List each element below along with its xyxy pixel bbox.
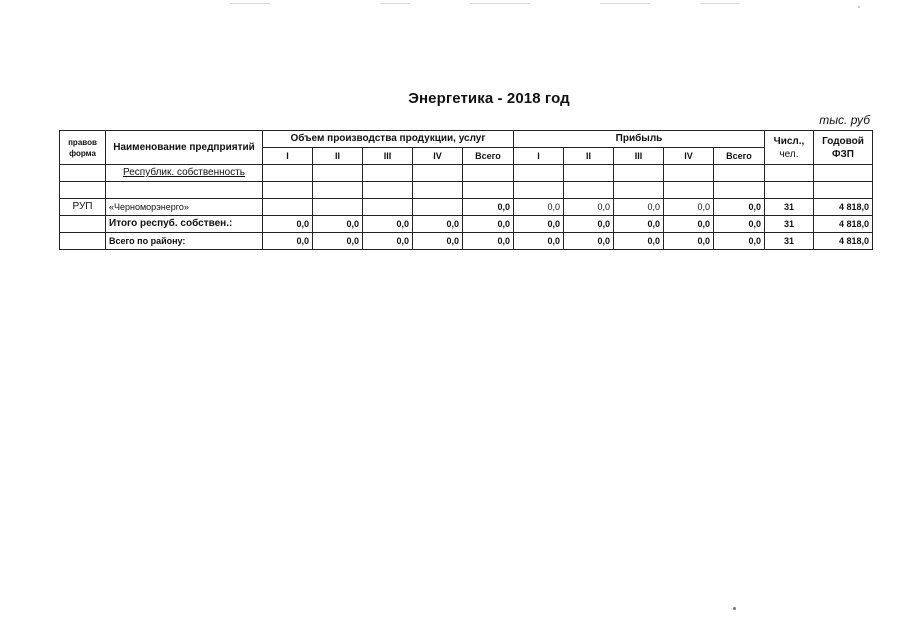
table-cell — [664, 182, 714, 199]
row-profit-q4: 0,0 — [664, 233, 714, 250]
table-cell — [614, 165, 664, 182]
row-headcount: 31 — [765, 199, 814, 216]
row-profit-q1: 0,0 — [514, 216, 564, 233]
table-row-enterprise — [60, 199, 873, 216]
table-cell — [60, 165, 106, 182]
row-volume-q3: 0,0 — [363, 216, 413, 233]
header-headcount-line1: Числ., — [773, 135, 805, 147]
row-profit-q1: 0,0 — [514, 199, 564, 216]
row-volume-total: 0,0 — [463, 233, 514, 250]
row-profit-q4: 0,0 — [664, 216, 714, 233]
table-cell — [313, 182, 363, 199]
table-cell — [313, 165, 363, 182]
row-profit-q2: 0,0 — [564, 199, 614, 216]
scan-speck — [858, 6, 860, 8]
header-profit: Прибыль — [514, 131, 765, 148]
row-profit-q2: 0,0 — [564, 233, 614, 250]
table-cell — [714, 182, 765, 199]
table-cell — [463, 165, 514, 182]
row-payroll: 4 818,0 — [814, 233, 873, 250]
scan-artifact — [700, 3, 740, 4]
table-cell — [413, 182, 463, 199]
row-volume-q3 — [363, 199, 413, 216]
row-volume-q1: 0,0 — [263, 233, 313, 250]
section-label: Республик. собственность — [106, 165, 263, 182]
document-title: Энергетика - 2018 год — [408, 90, 570, 107]
row-volume-q2: 0,0 — [313, 233, 363, 250]
header-volume-q1: I — [263, 148, 313, 165]
row-profit-q3: 0,0 — [614, 216, 664, 233]
table-cell — [514, 165, 564, 182]
table-cell — [714, 165, 765, 182]
table-cell — [363, 165, 413, 182]
table-cell — [60, 182, 106, 199]
header-volume-q2: II — [313, 148, 363, 165]
row-profit-q4: 0,0 — [664, 199, 714, 216]
table-cell — [514, 182, 564, 199]
row-volume-q2 — [313, 199, 363, 216]
row-volume-q1 — [263, 199, 313, 216]
header-profit-total: Всего — [714, 148, 765, 165]
table-cell — [664, 165, 714, 182]
scan-speck — [733, 607, 736, 610]
row-volume-total: 0,0 — [463, 199, 514, 216]
row-legal-form — [60, 216, 106, 233]
scan-artifact — [600, 3, 650, 4]
header-payroll-line2: ФЗП — [832, 148, 854, 160]
empty-row — [60, 182, 873, 199]
header-volume-total: Всего — [463, 148, 514, 165]
row-subtotal-label: Итого респуб. собствен.: — [106, 216, 263, 233]
row-profit-total: 0,0 — [714, 216, 765, 233]
scan-artifact — [470, 3, 530, 4]
row-legal-form: РУП — [60, 199, 106, 216]
header-volume-q3: III — [363, 148, 413, 165]
table-cell — [564, 182, 614, 199]
header-production-volume: Объем производства продукции, услуг — [263, 131, 514, 148]
header-legal-form-line2: форма — [69, 148, 96, 158]
row-profit-total: 0,0 — [714, 233, 765, 250]
header-annual-payroll — [814, 131, 873, 165]
units-label: тыс. руб — [819, 113, 870, 127]
row-enterprise-name: «Черноморэнерго» — [106, 199, 263, 216]
table-row-total — [60, 233, 873, 250]
header-legal-form — [60, 131, 106, 165]
table-cell — [765, 182, 814, 199]
row-profit-q2: 0,0 — [564, 216, 614, 233]
scan-artifact — [230, 3, 270, 4]
row-headcount: 31 — [765, 233, 814, 250]
row-payroll: 4 818,0 — [814, 216, 873, 233]
header-profit-q4: IV — [664, 148, 714, 165]
table-cell — [413, 165, 463, 182]
header-profit-q1: I — [514, 148, 564, 165]
header-profit-q2: II — [564, 148, 614, 165]
table-row-subtotal — [60, 216, 873, 233]
table-cell — [564, 165, 614, 182]
header-payroll-line1: Годовой — [822, 135, 864, 147]
row-volume-q4: 0,0 — [413, 233, 463, 250]
row-legal-form — [60, 233, 106, 250]
table-cell — [614, 182, 664, 199]
header-headcount — [765, 131, 814, 165]
header-row-1 — [60, 131, 873, 148]
report-table — [59, 130, 873, 250]
row-volume-q4: 0,0 — [413, 216, 463, 233]
header-legal-form-line1: правов — [68, 137, 97, 147]
row-total-label: Всего по району: — [106, 233, 263, 250]
row-volume-q2: 0,0 — [313, 216, 363, 233]
row-profit-q1: 0,0 — [514, 233, 564, 250]
table-cell — [463, 182, 514, 199]
scan-artifact — [380, 3, 410, 4]
row-profit-total: 0,0 — [714, 199, 765, 216]
row-profit-q3: 0,0 — [614, 199, 664, 216]
table-cell — [263, 165, 313, 182]
header-enterprise-name: Наименование предприятий — [106, 131, 263, 165]
table-cell — [814, 182, 873, 199]
table-cell — [106, 182, 263, 199]
table-cell — [814, 165, 873, 182]
row-volume-q4 — [413, 199, 463, 216]
row-profit-q3: 0,0 — [614, 233, 664, 250]
header-profit-q3: III — [614, 148, 664, 165]
section-row — [60, 165, 873, 182]
table-cell — [263, 182, 313, 199]
row-payroll: 4 818,0 — [814, 199, 873, 216]
header-headcount-line2: чел. — [779, 148, 799, 160]
row-volume-q3: 0,0 — [363, 233, 413, 250]
row-headcount: 31 — [765, 216, 814, 233]
row-volume-q1: 0,0 — [263, 216, 313, 233]
header-volume-q4: IV — [413, 148, 463, 165]
table-cell — [765, 165, 814, 182]
table-cell — [363, 182, 413, 199]
row-volume-total: 0,0 — [463, 216, 514, 233]
